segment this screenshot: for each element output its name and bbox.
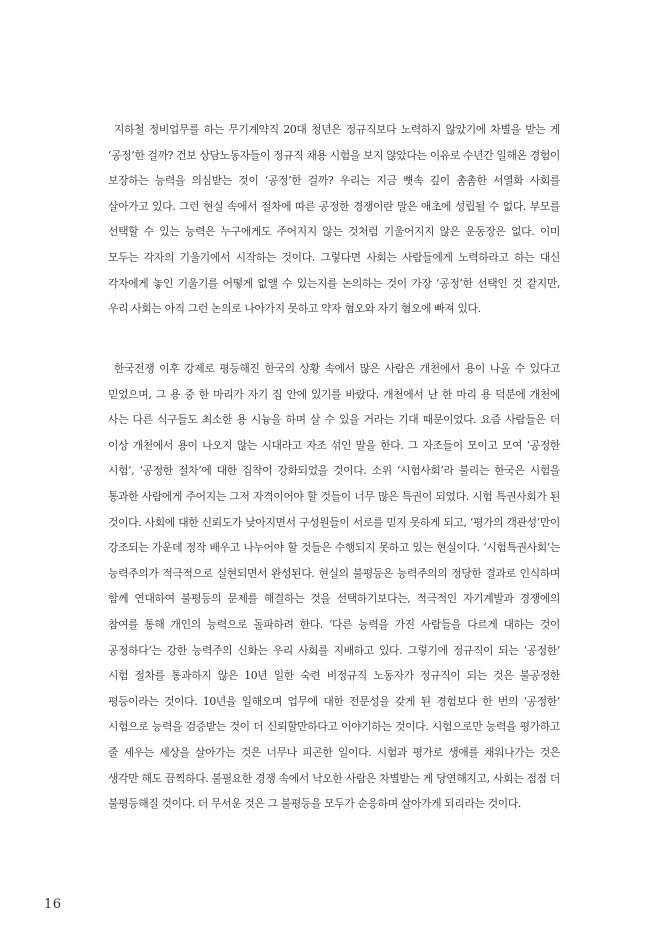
body-paragraph-2: 한국전쟁 이후 강제로 평등해진 한국의 상황 속에서 많은 사람은 개천에서 용이 나올 수 있다고 믿었으며, 그 용 중 한 마리가 자기 집 안에 있기를 바랐다. 개천에서 난 한 마리 용 덕분에 개천에 사는 다른 식구들도 최소한 용 시늉을 하며 살 수 있을 거라는 기대 때문이었다. 요즘 사람들은 더 이상 개천에서 용이 나오지 않는 시대라고 자조 섞인 말을 한다. 그 자조들이 모이고 모여 ‘공정한 시험’, ‘공정한 절차’에 대한 집착이 강화되었을 것이다. 소위 ‘시험사회’라 불리는 한국은 시험을 통과한 사람에게 주어지는 그저 자격이어야 할 것들이 너무 많은 특권이 되었다. 시험 특권사회가 된 것이다. 사회에 대한 신뢰도가 낮아지면서 구성원들이 서로를 믿지 못하게 되고, ‘평가의 객관성’만이 강조되는 가운데 정작 배우고 나누어야 할 것들은 수행되지 못하고 있는 현실이다. ‘시험특권사회’는 능력주의가 적극적으로 실현되면서 완성된다. 현실의 불평등은 능력주의의 정당한 결과로 인식하며 함께 연대하여 불평등의 문제를 해결하는 것을 선택하기보다는, 적극적인 자기계발과 경쟁에의 참여를 통해 개인의 능력으로 돌파하려 한다. ‘다른 능력을 가진 사람들을 다르게 대하는 것이 공정하다’는 강한 능력주의 신화는 우리 사회를 지배하고 있다. 그렇기에 정규직이 되는 ‘공정한’ 시험 절차를 통과하지 않은 10년 일한 숙련 비정규직 노동자가 정규직이 되는 것은 불공정한 평등이라는 것이다. 10년을 일해오며 업무에 대한 전문성을 갖게 된 경험보다 한 번의 ‘공정한’ 시험으로 능력을 검증받는 것이 더 신뢰할만하다고 이야기하는 것이다. 시험으로만 능력을 평가하고 줄 세우는 세상을 살아가는 것은 너무나 피곤한 일이다. 시험과 평가로 생애를 채워나가는 것은 생각만 해도 끔찍하다. 불필요한 경쟁 속에서 낙오한 사람은 차별받는 게 당연해지고, 사회는 점점 더 불평등해질 것이다. 더 무서운 것은 그 불평등을 모두가 순응하며 살아가게 되리라는 것이다. (108, 362, 560, 811)
body-paragraph-1: 지하철 정비업무를 하는 무기계약직 20대 청년은 정규직보다 노력하지 않았기에 차별을 받는 게 ‘공정’한 걸까? 건보 상담노동자들이 정규직 채용 시험을 보지 않았다는 이유로 수년간 일해온 경험이 보장하는 능력을 의심받는 것이 ‘공정’한 걸까? 우리는 지금 뼛속 깊이 촘촘한 서열화 사회를 살아가고 있다. 그런 현실 속에서 절차에 따른 공정한 경쟁이란 말은 애초에 성립될 수 없다. 부모를 선택할 수 있는 능력은 누구에게도 주어지지 않는 것처럼 기울어지지 않은 운동장은 없다. 이미 모두는 각자의 기울기에서 시작하는 것이다. 그렇다면 사회는 사람들에게 노력하라고 하는 대신 각자에게 놓인 기울기를 어떻게 없앨 수 있는지를 논의하는 것이 가장 ‘공정’한 선택인 것 같지만, 우리 사회는 아직 그런 논의로 나아가지 못하고 약자 혐오와 자기 혐오에 빠져 있다. (108, 123, 560, 316)
page-number: 16 (44, 897, 62, 912)
